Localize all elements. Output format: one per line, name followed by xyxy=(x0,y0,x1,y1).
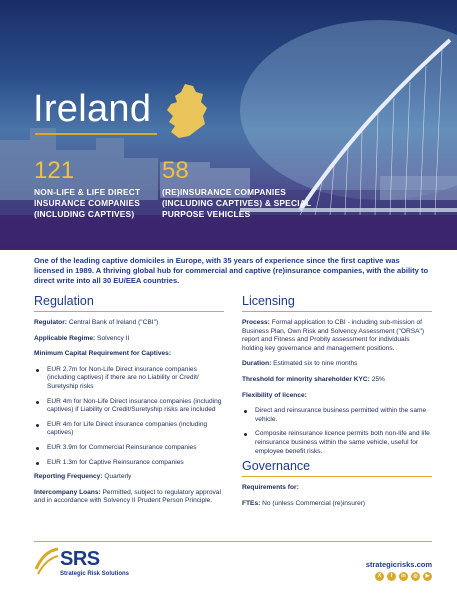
instagram-icon[interactable]: ◎ xyxy=(411,572,420,581)
process-row xyxy=(242,319,432,353)
list-item: Composite reinsurance licence permits both non-life and life reinsurance business within the same vehicle, useful for employee benefit risks. xyxy=(242,430,432,456)
section-divider xyxy=(242,311,432,313)
stat-number: 58 xyxy=(162,157,189,184)
stat-label: (RE)INSURANCE COMPANIES (INCLUDING CAPTIVES) & SPECIAL PURPOSE VEHICLES xyxy=(162,187,312,219)
list-item: EUR 1.3m for Captive Reinsurance companies xyxy=(34,459,224,468)
duration-row xyxy=(242,360,432,369)
regulation-section xyxy=(34,294,224,513)
list-item: EUR 4m for Non-Life Direct insurance companies (including captives) if Liability or Credit/Suretyship risks are included xyxy=(34,398,224,415)
reporting-label: Reporting Frequency: xyxy=(34,473,103,481)
duration-label: Duration: xyxy=(242,360,272,368)
social-icons xyxy=(375,572,432,581)
governance-heading: Governance xyxy=(242,459,311,474)
srs-logo: SRS xyxy=(60,548,100,570)
reporting-row xyxy=(34,473,224,482)
regime-value: Solvency II xyxy=(97,334,130,342)
regime-label: Applicable Regime: xyxy=(34,334,96,342)
list-item: EUR 2.7m for Non-Life Direct insurance companies (including captives) if there are no Liability or Credit/ Suretyship risks xyxy=(34,366,224,392)
capital-label: Minimum Capital Requirement for Captives: xyxy=(34,350,172,358)
threshold-value: 25% xyxy=(371,376,385,384)
threshold-row xyxy=(242,376,432,385)
regulator-label: Regulator: xyxy=(34,319,67,327)
ftes-row xyxy=(242,500,432,509)
youtube-icon[interactable]: ▶ xyxy=(423,572,432,581)
regulator-row xyxy=(34,319,224,328)
linkedin-icon[interactable]: in xyxy=(399,572,408,581)
page-title: Ireland xyxy=(33,88,152,130)
srs-logo-swoosh-icon xyxy=(34,547,60,577)
stat-reinsurance xyxy=(162,159,322,220)
list-item: EUR 3.9m for Commercial Reinsurance companies xyxy=(34,444,224,453)
hero-banner xyxy=(0,0,457,250)
process-label: Process: xyxy=(242,319,270,327)
website-link[interactable]: strategicrisks.com xyxy=(365,560,432,569)
ireland-map-icon xyxy=(163,82,211,140)
licensing-heading: Licensing xyxy=(242,294,295,308)
flex-label: Flexibility of licence: xyxy=(242,391,307,399)
title-underline xyxy=(35,133,157,135)
reporting-value: Quarterly xyxy=(104,473,132,481)
list-item: EUR 4m for Life Direct insurance companies (including captives) xyxy=(34,421,224,438)
licensing-section xyxy=(242,294,432,516)
facebook-icon[interactable]: f xyxy=(387,572,396,581)
intro-paragraph: One of the leading captive domiciles in Europe, with 35 years of experience since the first captive was licensed in 1989. A thriving global hub for commercial and captive (re)insurance companies, with the ability to direct write into all 30 EU/EEA countries. xyxy=(34,256,429,286)
stat-label: NON-LIFE & LIFE DIRECT INSURANCE COMPANIES (INCLUDING CAPTIVES) xyxy=(34,187,141,219)
regime-row xyxy=(34,335,224,344)
requirements-label: Requirements for: xyxy=(242,484,299,492)
duration-value: Estimated six to nine months xyxy=(273,360,358,368)
flex-list xyxy=(242,407,432,456)
list-item: Direct and reinsurance business permitted within the same vehicle. xyxy=(242,407,432,424)
regulation-heading: Regulation xyxy=(34,294,94,308)
stat-direct-insurance xyxy=(34,159,164,220)
loans-value: Permitted, subject to regulatory approval and in accordance with Solvency II Prudent Person Principle. xyxy=(34,488,221,505)
x-icon[interactable]: X xyxy=(375,572,384,581)
section-divider xyxy=(242,476,432,478)
loans-row xyxy=(34,489,224,506)
regulator-value: Central Bank of Ireland ("CBI") xyxy=(68,319,159,327)
threshold-label: Threshold for minority shareholder KYC: xyxy=(242,376,370,384)
ftes-value: No (unless Commercial (re)insurer) xyxy=(262,499,366,507)
loans-label: Intercompany Loans: xyxy=(34,488,101,496)
srs-logo-subtitle: Strategic Risk Solutions xyxy=(60,571,130,577)
process-value: Formal application to CBI - including sub-mission of Business Plan, Own Risk and Solvency Assessment ("ORSA") report and Fitness and Probity assessment for individuals holding key governance and management positions. xyxy=(242,319,425,352)
stat-number: 121 xyxy=(34,157,75,184)
ftes-label: FTEs: xyxy=(242,499,261,507)
capital-list xyxy=(34,366,224,467)
footer-divider xyxy=(34,541,432,542)
section-divider xyxy=(34,311,224,313)
